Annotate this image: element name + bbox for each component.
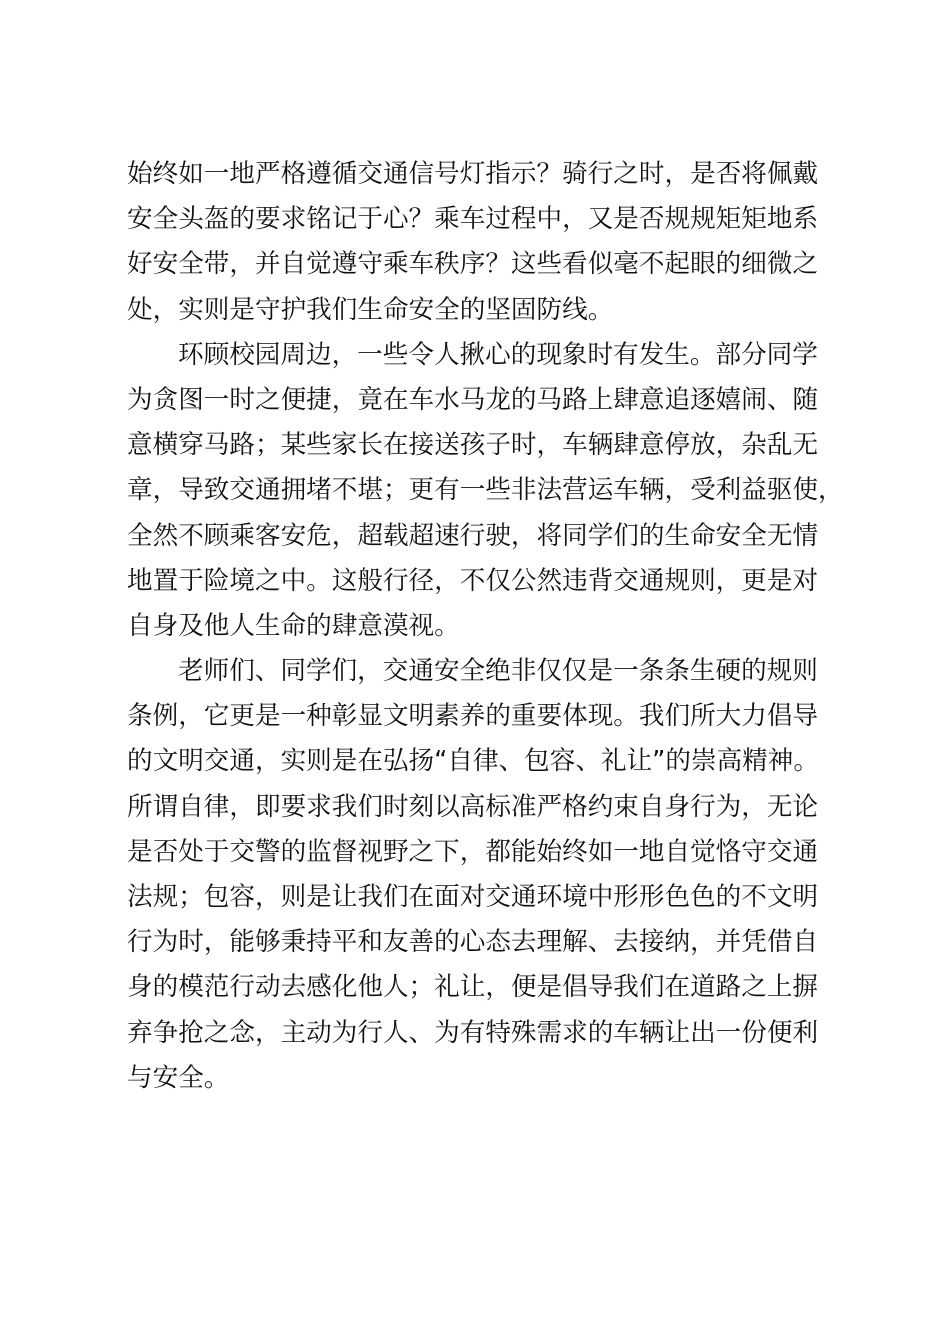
paragraph-3-line-7: 行为时，能够秉持平和友善的心态去理解、去接纳，并凭借自 [127,927,819,958]
paragraph-3-line-3: 的文明交通，实则是在弘扬“自律、包容、礼让”的崇高精神。 [127,746,819,777]
paragraph-2-line-7: 自身及他人生命的肆意漠视。 [127,610,460,641]
paragraph-3-line-1: 老师们、同学们，交通安全绝非仅仅是一条条生硬的规则 [178,656,818,687]
paragraph-2-line-6: 地置于险境之中。这般行径，不仅公然违背交通规则，更是对 [127,565,819,596]
paragraph-1-line-2: 安全头盔的要求铭记于心？乘车过程中，又是否规规矩矩地系 [127,204,819,235]
paragraph-2-line-1: 环顾校园周边，一些令人揪心的现象时有发生。部分同学 [178,339,818,370]
paragraph-2-line-3: 意横穿马路；某些家长在接送孩子时，车辆肆意停放，杂乱无 [127,430,819,461]
paragraph-2-line-5: 全然不顾乘客安危，超载超速行驶，将同学们的生命安全无情 [127,520,819,551]
paragraph-3-line-2: 条例，它更是一种彰显文明素养的重要体现。我们所大力倡导 [127,701,819,732]
paragraph-2-line-2: 为贪图一时之便捷，竟在车水马龙的马路上肆意追逐嬉闹、随 [127,384,819,415]
paragraph-1-line-3: 好安全带，并自觉遵守乘车秩序？这些看似毫不起眼的细微之 [127,249,819,280]
document-body [127,152,857,1101]
paragraph-3-line-10: 与安全。 [127,1062,230,1093]
paragraph-3-line-6: 法规；包容，则是让我们在面对交通环境中形形色色的不文明 [127,882,819,912]
paragraph-3-line-5: 是否处于交警的监督视野之下，都能始终如一地自觉恪守交通 [127,836,819,867]
paragraph-3-line-8: 身的模范行动去感化他人；礼让，便是倡导我们在道路之上摒 [127,972,819,1003]
paragraph-2-line-4: 章，导致交通拥堵不堪；更有一些非法营运车辆，受利益驱使， [127,475,844,506]
paragraph-1-line-1: 始终如一地严格遵循交通信号灯指示？骑行之时，是否将佩戴 [127,159,819,189]
paragraph-1-line-4: 处，实则是守护我们生命安全的坚固防线。 [127,294,614,325]
paragraph-3-line-9: 弃争抢之念，主动为行人、为有特殊需求的车辆让出一份便利 [127,1017,819,1048]
paragraph-3-line-4: 所谓自律，即要求我们时刻以高标准严格约束自身行为，无论 [127,791,819,822]
